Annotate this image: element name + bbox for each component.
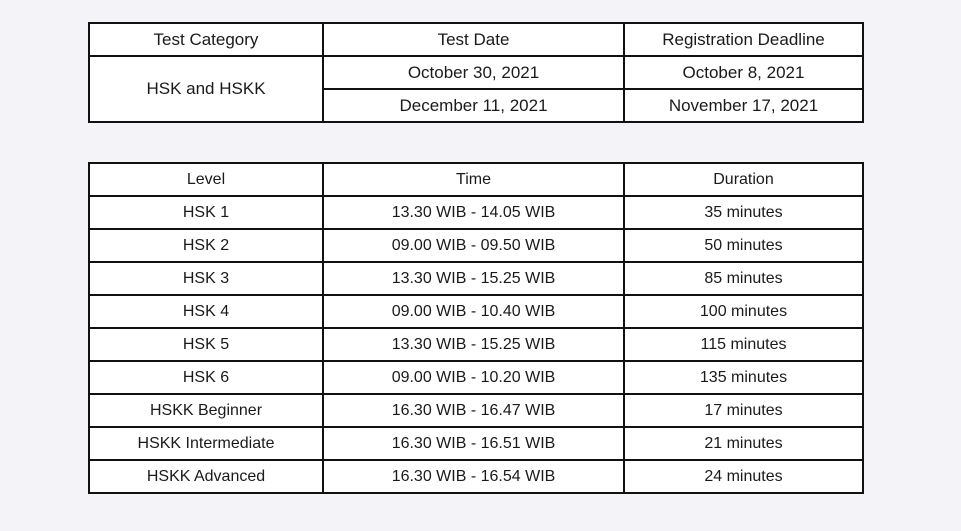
level-cell: HSKK Advanced xyxy=(89,460,323,493)
duration-cell: 50 minutes xyxy=(624,229,863,262)
test-category-cell: HSK and HSKK xyxy=(89,56,323,122)
time-cell: 13.30 WIB - 14.05 WIB xyxy=(323,196,624,229)
time-cell: 13.30 WIB - 15.25 WIB xyxy=(323,262,624,295)
duration-cell: 21 minutes xyxy=(624,427,863,460)
time-cell: 09.00 WIB - 10.40 WIB xyxy=(323,295,624,328)
test-schedule-table xyxy=(88,22,864,123)
time-cell: 16.30 WIB - 16.51 WIB xyxy=(323,427,624,460)
table-row xyxy=(89,196,863,229)
registration-deadline-cell: November 17, 2021 xyxy=(624,89,863,122)
table-row xyxy=(89,328,863,361)
time-cell: 13.30 WIB - 15.25 WIB xyxy=(323,328,624,361)
level-cell: HSKK Intermediate xyxy=(89,427,323,460)
duration-cell: 35 minutes xyxy=(624,196,863,229)
table-row xyxy=(89,361,863,394)
table-row xyxy=(89,460,863,493)
level-cell: HSKK Beginner xyxy=(89,394,323,427)
column-header-level: Level xyxy=(89,163,323,196)
column-header-duration: Duration xyxy=(624,163,863,196)
duration-cell: 17 minutes xyxy=(624,394,863,427)
level-cell: HSK 4 xyxy=(89,295,323,328)
column-header-test-category: Test Category xyxy=(89,23,323,56)
time-cell: 09.00 WIB - 10.20 WIB xyxy=(323,361,624,394)
level-cell: HSK 3 xyxy=(89,262,323,295)
duration-cell: 85 minutes xyxy=(624,262,863,295)
duration-cell: 115 minutes xyxy=(624,328,863,361)
duration-cell: 24 minutes xyxy=(624,460,863,493)
level-cell: HSK 1 xyxy=(89,196,323,229)
table-row xyxy=(89,56,863,89)
level-cell: HSK 6 xyxy=(89,361,323,394)
table-row xyxy=(89,295,863,328)
test-date-cell: December 11, 2021 xyxy=(323,89,624,122)
level-cell: HSK 5 xyxy=(89,328,323,361)
level-cell: HSK 2 xyxy=(89,229,323,262)
registration-deadline-cell: October 8, 2021 xyxy=(624,56,863,89)
time-cell: 16.30 WIB - 16.47 WIB xyxy=(323,394,624,427)
time-cell: 09.00 WIB - 09.50 WIB xyxy=(323,229,624,262)
column-header-test-date: Test Date xyxy=(323,23,624,56)
test-date-cell: October 30, 2021 xyxy=(323,56,624,89)
column-header-registration-deadline: Registration Deadline xyxy=(624,23,863,56)
table-row xyxy=(89,229,863,262)
table-row xyxy=(89,394,863,427)
table-header-row xyxy=(89,163,863,196)
time-cell: 16.30 WIB - 16.54 WIB xyxy=(323,460,624,493)
level-duration-table xyxy=(88,162,864,494)
table-row xyxy=(89,427,863,460)
duration-cell: 100 minutes xyxy=(624,295,863,328)
table-row xyxy=(89,262,863,295)
table-header-row xyxy=(89,23,863,56)
duration-cell: 135 minutes xyxy=(624,361,863,394)
column-header-time: Time xyxy=(323,163,624,196)
